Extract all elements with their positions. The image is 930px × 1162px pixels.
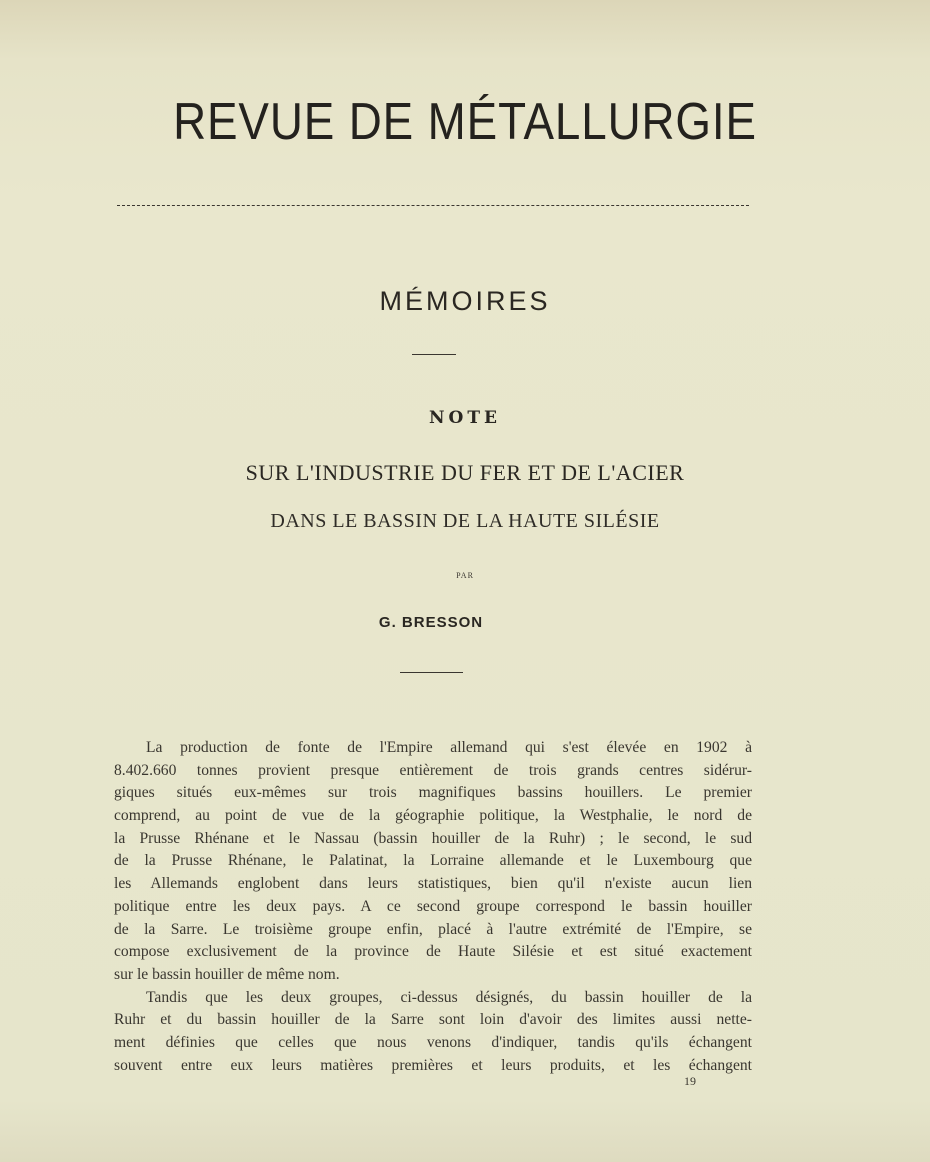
body-line: sur le bassin houiller de même nom. <box>114 965 340 983</box>
journal-title: REVUE DE MÉTALLURGIE <box>173 93 757 151</box>
body-line: La production de fonte de l'Empire allemand qui s'est élevée en 1902 à <box>146 739 752 756</box>
body-line: la Prusse Rhénane et le Nassau (bassin houiller de la Ruhr) ; le second, le sud <box>114 829 752 847</box>
body-line: Tandis que les deux groupes, ci-dessus désignés, du bassin houiller de la <box>146 988 752 1006</box>
body-line: Ruhr et du bassin houiller de la Sarre sont loin d'avoir des limites aussi nette- <box>114 1011 752 1029</box>
section-title: MÉMOIRES <box>379 286 551 316</box>
body-line: comprend, au point de vue de la géographie politique, la Westphalie, le nord de <box>114 807 752 825</box>
byline-label: PAR <box>456 571 474 580</box>
section-divider <box>412 354 456 355</box>
page-number: 19 <box>684 1074 696 1088</box>
body-line: compose exclusivement de la province de Haute Silésie et est situé exactement <box>114 943 752 961</box>
article-author: G. BRESSON <box>378 614 484 631</box>
article-body <box>114 737 752 1077</box>
article-label: NOTE <box>429 408 501 428</box>
body-line: les Allemands englobent dans leurs statistiques, bien qu'il n'existe aucun lien <box>114 875 752 893</box>
body-line: giques situés eux-mêmes sur trois magnifiques bassins houillers. Le premier <box>114 784 752 802</box>
article-subtitle-2: DANS LE BASSIN DE LA HAUTE SILÉSIE <box>270 510 660 532</box>
body-line: 8.402.660 tonnes provient presque entièrement de trois grands centres sidérur- <box>114 761 752 779</box>
body-line: de la Prusse Rhénane, le Palatinat, la Lorraine allemande et le Luxembourg que <box>114 852 752 870</box>
title-divider <box>117 205 749 206</box>
body-line: ment définies que celles que nous venons d'indiquer, tandis qu'ils échangent <box>114 1033 752 1051</box>
article-subtitle-1: SUR L'INDUSTRIE DU FER ET DE L'ACIER <box>245 460 685 485</box>
body-line: souvent entre eux leurs matières premières et leurs produits, et les échangent <box>114 1056 752 1074</box>
author-divider <box>400 672 463 673</box>
body-line: de la Sarre. Le troisième groupe enfin, placé à l'autre extrémité de l'Empire, se <box>114 920 752 938</box>
body-line: politique entre les deux pays. A ce second groupe correspond le bassin houiller <box>114 897 752 915</box>
